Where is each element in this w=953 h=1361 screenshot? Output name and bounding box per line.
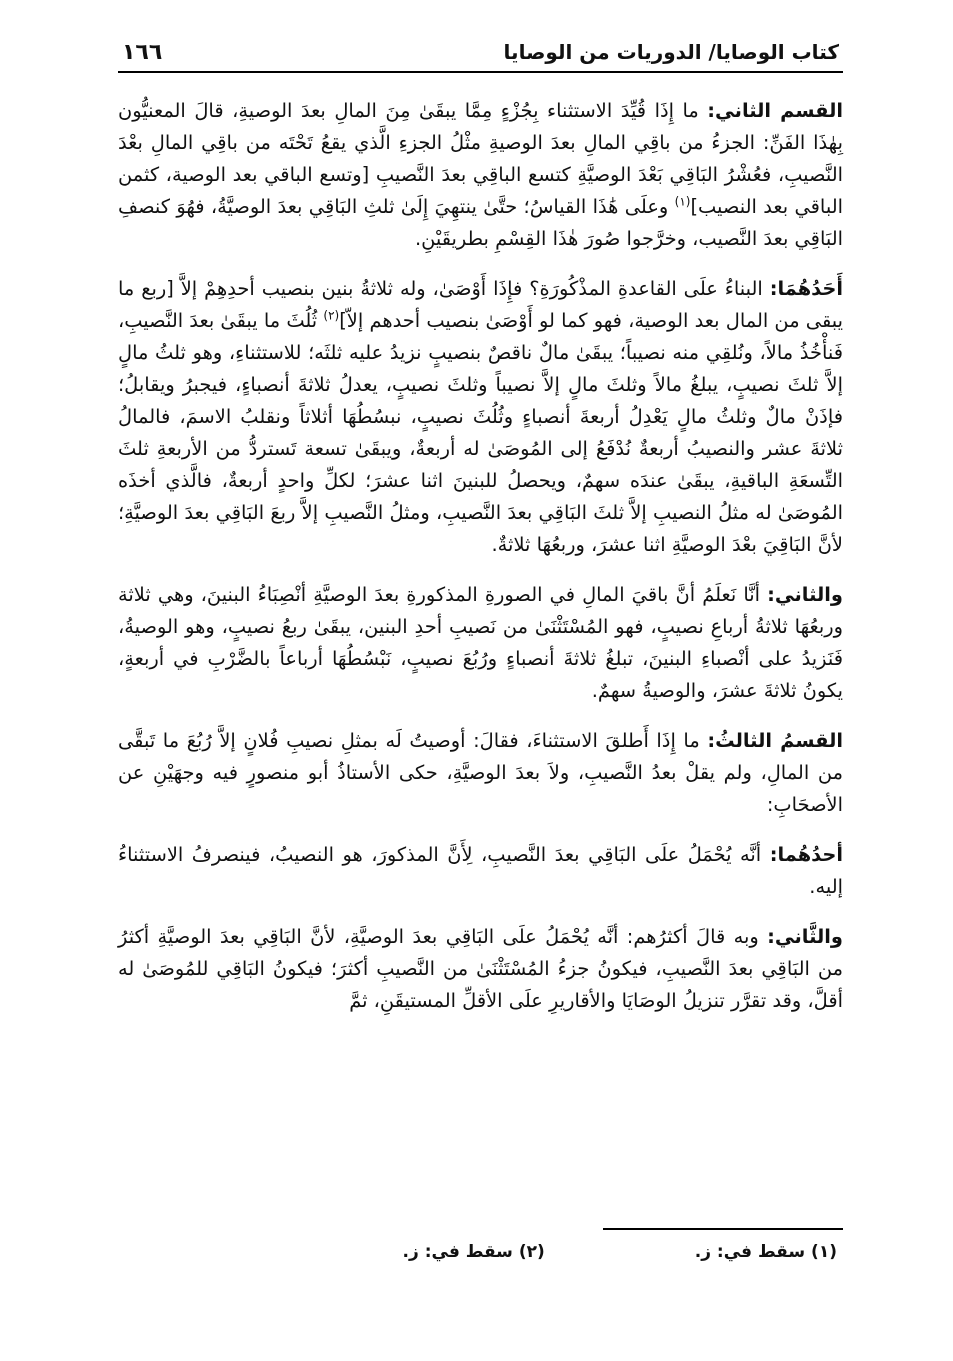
paragraph-lead: القسم الثاني: bbox=[707, 99, 843, 122]
paragraph-text-tail: وعلَى هَٰذَا القياسُ؛ حتَّىٰ ينتهِيَ إِلَىٰ ثلثِ البَاقِي بعدَ الوصيَّةُ، فهُوَ كنصفِ البَاقِي بعدَ النَّصيب، وخرَّجوا صُورَ هٰذَا القِسْمِ بطريقَيْنِ. bbox=[118, 195, 843, 250]
header-title: كتاب الوصايا/ الدوريات من الوصايا bbox=[503, 40, 839, 64]
paragraph-text: وبه قالَ أكثرُهم: أنَّه يُحْمَلُ علَى البَاقِي بعدَ الوصيَّةِ، لأنَّ البَاقِي بعدَ الوصيَّةِ أكثرُ من البَاقِي بعدَ النَّصيبِ، فيكونُ جزءُ المُسْتَثْنَىٰ من النَّصيبِ أكثرَ؛ فيكونُ البَاقِي للمُوصَىٰ له أقلَّ، وقد تقرَّر تنزيلُ الوصَايَا والأقاريرِ علَى الأقلِّ المستيقَنِ، ثمَّ bbox=[118, 925, 843, 1012]
paragraph-text: ما إِذَا أَطلقَ الاستثناءَ، فقالَ: أوصيتُ لَه بمثلِ نصيبِ فُلانٍ إلاَّ رُبُعَ ما تَبقَّى من المالِ، ولم يقلْ بعدُ النَّصيبِ، ولاَ بعدَ الوصيَّةِ، حكى الأستاذُ أبو منصورٍ فيه وجهَيْنِ عن الأصحَابِ: bbox=[118, 729, 843, 816]
paragraph-text-tail: ثُلُثَ ما يبقَىٰ بعدَ النَّصيبِ، فَنأْخُذُ مالاً، ونُلقِي منه نصيباً؛ يبقَىٰ مالٌ ناقصٌ بنصيبٍ نزيدُ عليه ثلثَه؛ للاستثناءِ، وهو ثلثُ مالٍ إلاَّ ثلثَ نصيبٍ، يبلغُ مالاً وثلثَ مالٍ إلاَّ نصيباً وثلثَ نصيبٍ، يعدلُ ثلاثةَ أنصباءٍ، فيجبرُ ويقابلُ؛ فإذَنْ مالٌ وثلثُ مالٍ يَعْدِلُ أربعةَ أنصباءٍ وثُلُثَ نصيبٍ، نبسُطُهَا أثلاثاً ونقلبُ الاسمَ، فالمالُ ثلاثةَ عشر والنصيبُ أربعةٌ نُدْفَعُ إلى المُوصَىٰ له أربعةٌ، ويبقَىٰ تسعة تَستردُّ من الأربعةِ ثلثَ التِّسعَةِ الباقيةِ، يبقَىٰ عندَه سهمٌ، ويحصلُ للبنينَ اثنا عشرَ؛ لكلِّ واحدٍ أربعةٌ، فالَّذي أخذَه المُوصَىٰ له مثلُ النصيبِ إلاَّ ثلثَ البَاقِي بعدَ النَّصيبِ، ومثلُ النَّصيبِ إلاَّ ربعَ البَاقِي بعدَ الوصيَّةِ؛ لأنَّ البَاقِيَ بعْدَ الوصيَّةِ اثنا عشرَ، وربعُهَا ثلاثةٌ. bbox=[118, 309, 843, 556]
page-number: ١٦٦ bbox=[122, 40, 163, 65]
running-header bbox=[118, 40, 843, 73]
page-body bbox=[118, 95, 843, 1017]
paragraph-text: ما إِذَا قُيِّدَ الاستثناء بِجُزْءٍ مِمَّا يبقَىٰ مِنَ المالِ بعدَ الوصيةِ، قالَ المعنيُّون بِهٰذَا الفَنِّ: الجزءُ من باقِي المالِ بعدَ الوصيةِ مثْلُ الجزءِ الَّذي يقعُ تَحْتَه من باقِي المالِ بعْدَ النَّصيبِ، فعُشْرُ البَاقِي بَعْدَ الوصيَّةِ كتسع الباقِي بعدَ النَّصيبِ [وتسع الباقي بعد الوصية، كثمن الباقي بعد النصيب] bbox=[118, 99, 843, 218]
paragraph-text: أنَّا نَعلَمُ أنَّ باقيَ المالِ في الصورةِ المذكورةِ بعدَ الوصيَّةِ أنْصِبَاءُ البنينَ، وهي ثلاثة وربعُهَا ثلاثةُ أرباعِ نصيبٍ، فهو المُسْتَثْنَىٰ من نَصيبِ أحدِ البنين، يبقَىٰ ربعُ نصيبٍ، وهو الوصيةُ، فَنَزيدُ على أنْصباءِ البنينَ، تبلغُ ثلاثةَ أنصباءٍ ورُبُعَ نصيبٍ، نَبْسُطُهَا أرباعاً بالضَّرْبِ في أربعةٍ، يكونُ ثلاثةَ عشرَ، والوصيةُ سهمٌ. bbox=[118, 583, 843, 702]
paragraph-text: أنَّه يُحْمَلُ علَى البَاقِي بعدَ النَّصيبِ، لِأَنَّ المذكورَ، هو النصيبُ، فينصرفُ الاستثناءُ إليه. bbox=[118, 843, 843, 898]
footnotes bbox=[118, 1242, 837, 1262]
paragraph-lead: أَحَدُهُمَا: bbox=[769, 277, 843, 300]
footnote-mark: (١) bbox=[674, 194, 691, 209]
paragraph-lead: القسمُ الثالثُ: bbox=[707, 729, 843, 752]
footnote-1: (١) سقط في: ز. bbox=[694, 1242, 837, 1262]
paragraph bbox=[118, 95, 843, 255]
footnote-2: (٢) سقط في: ز. bbox=[402, 1242, 545, 1262]
paragraph bbox=[118, 273, 843, 561]
footnote-divider bbox=[603, 1228, 843, 1230]
paragraph-lead: والثاني: bbox=[767, 583, 843, 606]
paragraph-lead: أحدُهُما: bbox=[769, 843, 843, 866]
paragraph bbox=[118, 839, 843, 903]
paragraph-text: البناءُ علَى القاعدةِ المذْكُورَةِ؟ فإِذَا أَوْصَىٰ، وله ثلاثةُ بنين بنصيب أحدِهِمْ إلاَّ [ربع ما يبقى من المال بعد الوصية، فهو كما لو أَوْصَىٰ بنصيب أحدهم إلاّ] bbox=[118, 277, 843, 332]
paragraph bbox=[118, 725, 843, 821]
paragraph bbox=[118, 579, 843, 707]
paragraph-lead: والثَّاني: bbox=[767, 925, 843, 948]
paragraph bbox=[118, 921, 843, 1017]
footnote-mark: (٢) bbox=[323, 308, 340, 323]
